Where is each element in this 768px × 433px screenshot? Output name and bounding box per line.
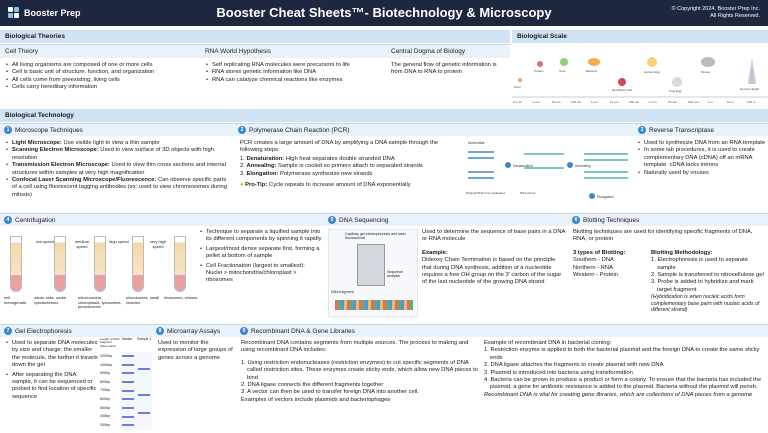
microscope-header [0,123,234,136]
sequencing-diagram [328,229,418,317]
gel-header-label: Sample 1 [137,337,152,341]
diagram-label: Elongation [597,195,614,199]
size-label: 1200bp [100,354,112,358]
recombinant-example [484,340,766,399]
list-item: • RNA stores genetic information like DNA [206,69,384,76]
section-number: 8 [156,327,164,335]
blotting-types [573,250,643,314]
sequencing-desc: Used to determine the sequence of base pairs in a DNA or RNA molecule [422,229,566,243]
step-number: 1. [240,155,245,162]
scale-tick: 100 mm [688,100,699,104]
gel-band [122,390,134,392]
list-item: 1. Restriction enzyme is applied to both the bacterial plasmid and the foreign DNA to create the same sticky ends [484,347,760,361]
page-title: Booster Cheat Sheets™- Biotechnology & Microscopy [216,5,552,20]
scale-tick: 100 nm [571,100,582,104]
scale-tick: 1 m [708,100,714,104]
gel-band [122,416,134,418]
frog-egg-icon [672,77,682,87]
gel-title: Gel Electrophoresis [15,327,72,335]
diagram-label: Sequence analysis [387,270,404,278]
blotting-intro: Blotting techniques are used for identifying specific fragments of DNA, RNA, or protein [573,229,753,243]
pellet-label: ribosomes, viruses [164,295,198,300]
rt-list [638,140,766,177]
gel-diagram [100,338,152,432]
recombinant-closing: Recombinant DNA is vital for creating gene libraries, which are collections of DNA pieces from a genome [484,391,753,398]
list-item [240,163,462,170]
microscope-list [6,140,232,199]
scale-label: Bacteria [586,69,598,73]
list-item: • Cell is basic unit of structure, function, and organization [6,69,198,76]
term: Confocal Laser Scanning Microscope/Fluorescence: [12,177,157,184]
rna-world-title: RNA World Hypothesis [200,44,386,58]
scale-ticks [513,100,756,104]
size-label: 400bp [100,414,110,419]
list-item: 3. A vector can then be used to transfer foreign DNA into another cell. [241,389,419,396]
rna-world-list [206,62,384,84]
blotting-steps [651,257,765,294]
scale-tick: 10 µm [610,100,619,104]
atom-icon [518,78,522,82]
step-number: 2. [240,163,245,170]
list-item: • Self replicating RNA molecules were precursors to life [206,62,384,69]
scale-tick: 1 nm [533,100,540,104]
list-item: 1. Using restriction endonucleases (restriction enzymes) to cut specific segments of DNA called restriction sites. These enzymes create sticky ends, which allow new DNA pieces to bind [241,359,478,381]
sequencing-example: Dideoxy Chain Termination is based on the principle that during DNA synthesis, addition of a nucleotide requires a free OH group on the 3' carbon of the sugar of the last nucleotide of the growing DNA strand [422,257,562,286]
pcr-title: Polymerase Chain Reaction (PCR) [249,126,350,134]
section-number: 1 [4,126,12,134]
gel-list [6,340,98,401]
list-item: 2. Sample is transferred to nitrocellulose gel [651,272,764,279]
gel-band [138,412,150,414]
example-intro: Example of recombinant DNA in bacterial cloning: [484,340,612,346]
list-item: 2. DNA ligase connects the different fragments together [241,382,384,389]
sequencing-text [422,229,566,287]
red-blood-cell-icon [618,78,626,86]
sequencer-icon [357,244,385,286]
term: Light Microscope: [12,140,62,146]
gel-band [138,394,150,396]
size-label: 800bp [100,379,110,384]
section-number: 6 [572,216,580,224]
rt-title: Reverse Transcriptase [649,126,715,134]
list-item: • Naturally used by viruses [638,170,766,177]
list-item: • In some lab procedures, it is used to create complementary DNA (cDNA) off an mRNA template. cDNA lacks introns [638,147,766,169]
bacteria-icon [588,58,600,66]
recombinant-header [236,324,768,337]
diagram-label: Annealing [575,164,591,168]
diagram-label: DNA fragment [331,290,354,294]
gel-band [138,368,150,370]
virus-icon [560,58,568,66]
scale-label: Virus [559,69,566,73]
scale-tick: 100 m [747,100,756,104]
blotting-method-title: Blotting Methodology: [651,249,713,256]
list-item: 2. DNA ligase attaches the fragments to create plasmid with new DNA [484,362,664,369]
pcr-steps [240,156,462,178]
list-item: • Technique to separate a liquified sample into its different components by spinning it rapidly [200,229,322,244]
scale-tick: 1 µm [591,100,598,104]
centrifugation-header [0,213,324,226]
cell-theory-list [6,62,198,92]
section-number: 4 [4,216,12,224]
definition: Use visible light to view a thin sample [61,140,160,146]
step-1-icon [505,162,511,168]
term: Scanning Electron Microscope: [12,147,99,154]
recombinant-title: Recombinant DNA & Gene Libraries [251,327,356,335]
blotting-method [651,250,765,314]
tube-label: very high speed [149,239,167,249]
logo-text: Booster Prep [24,8,81,18]
scale-tick: 0.1 nm [513,100,523,104]
microarray-text: Used to monitor the expression of large groups of genes across a genome [158,340,233,361]
scale-label: Human Egg [644,70,660,74]
centrifugation-list [200,229,322,285]
definition: High heat separates double stranded DNA [284,155,395,162]
test-tube [132,236,144,292]
step-2-icon [567,162,573,168]
copyright-line-1: © Copyright 2024, Booster Prep Inc. [671,6,760,12]
gel-band [122,424,134,426]
scale-label: Protein [534,69,544,73]
rt-header [634,123,768,136]
scale-label: Red Blood Cell [612,88,633,92]
size-label: 1000bp [100,362,112,367]
size-label: 600bp [100,396,110,401]
blotting-title: Blotting Techniques [583,216,640,224]
step-number: 3. [240,170,245,177]
microarray-header [152,324,236,337]
gel-size-labels [100,352,120,429]
gel-band [122,407,134,409]
diagram-label: Original DNA to be replicated [466,191,505,195]
section-number: 3 [638,126,646,134]
list-item: 3. Plasmid is introduced into bacteria using transformation [484,369,633,376]
blotting-text [573,229,765,314]
recombinant-intro: Recombinant DNA contains segments from multiple sources. The process to making and using recombinant DNA includes: [241,340,469,354]
gel-band [122,364,134,366]
section-number: 5 [328,216,336,224]
list-item: Northern - RNA [573,264,613,271]
definition: Polymerase synthesize new strands [278,170,373,177]
header-bar [0,0,768,26]
pcr-intro: PCR creates a large amount of DNA by amplifying a DNA sample through the following steps: [240,140,439,154]
blotting-header [568,213,768,226]
size-label: 500bp [100,405,110,410]
list-item: • Cells carry hereditary information [6,84,198,91]
test-tube [94,236,106,292]
pellet-label: cell homogenate [4,295,27,305]
scale-tick: 1 mm [649,100,657,104]
scale-label: Mouse [701,70,711,74]
gel-band [122,372,134,374]
tube-label: high speed [109,239,129,244]
central-dogma-title: Central Dogma of Biology [386,44,510,58]
sequence-readout-icon [335,300,413,310]
gel-header [0,324,152,337]
list-item: • All living organisms are composed of one or more cells [6,62,198,69]
sequencing-example-label: Example: [422,249,448,256]
list-item: • Cell Fractionation (largest to smallest): Nuclei > mitochondria/chloroplast > ribosomes [200,263,322,285]
list-item: 1. Electrophoresis is used to separate sample [651,257,748,271]
theories-section-title: Biological Theories [0,30,510,43]
definition: Used to view surface of 3D objects with high resolution [12,147,215,161]
sequencing-title: DNA Sequencing [339,216,389,224]
scale-diagram [512,44,768,106]
list-item: • Largest/most dense separate first, forming a pellet at bottom of sample [200,246,322,261]
list-item: Southern - DNA [573,257,614,264]
test-tube [10,236,22,292]
gel-header-label: Length of DNA fragment (base pairs) [100,337,120,348]
cell-theory-title: Cell Theory [0,44,200,58]
tube-label: low speed [35,239,54,244]
size-label: 300bp [100,422,110,427]
diagram-label: Denaturation [513,164,534,168]
scale-labels [514,69,759,93]
protip-label: Pro-Tip: [245,182,268,189]
list-item: • All cells come from preexisting, living cells [6,77,198,84]
definition: Used to view thin cross sections and internal structures within samples at very high magnification [12,162,226,176]
term: Annealing: [246,163,277,170]
list-item: • RNA can catalyze chemical reactions like enzymes [206,77,384,84]
definition: Can observe specific parts of a cell using fluorescent tagging antibodies (ex: used to view chromosomes during mitosis) [12,177,227,198]
term: Denaturation: [246,155,285,162]
list-item: 3. Probe is added to hybridize and mark target fragment [651,279,754,293]
sequencing-header [324,213,568,226]
definition: Sample is cooled so primers attach to separated strands [276,163,423,170]
section-number: 9 [240,327,248,335]
tech-section-title: Biological Technology [0,109,768,122]
scale-tick: 10 mm [668,100,678,104]
list-item [6,147,232,162]
central-dogma-text: The general flow of genetic information is from DNA to RNA to protein [391,62,497,76]
scale-section-title: Biological Scale [512,30,768,43]
pcr-header [234,123,634,136]
recombinant-steps [241,360,479,397]
list-item [240,171,462,178]
size-label: 900bp [100,371,110,376]
list-item [240,156,462,163]
centrifugation-title: Centrifugation [15,216,56,224]
copyright [672,6,760,19]
list-item: 4. Bacteria can be grown to produce a product or form a colony. To ensure that the bacteria has included the plasmid, a gene for antibiotic resistance is added to the plasmid. Bacteria without the plasmid will perish. [484,377,762,391]
list-item: • After separating the DNA sample, it can be sequenced or probed to find location of specific sequence [6,372,98,402]
example-steps [484,347,766,391]
recombinant-vectors: Examples of vectors include plasmids and bacteriophages [241,396,391,403]
human-egg-icon [647,57,657,67]
scale-label: Human Height [740,87,760,91]
test-tube [174,236,186,292]
list-item: • Used to separate DNA molecules by size and charge: the smaller the molecule, the farther it travels down the gel [6,340,98,370]
section-number: 7 [4,327,12,335]
pcr-protip [240,182,462,189]
scale-icons [518,57,756,87]
scale-tick: 10 nm [552,100,561,104]
pcr-diagram [464,138,632,208]
microscope-title: Microscope Techniques [15,126,83,134]
list-item [6,177,232,199]
term: Elongation: [246,170,279,177]
centrifuge-diagram [4,228,200,320]
protein-icon [537,61,543,67]
copyright-line-2: All Rights Reserved. [710,12,760,19]
section-number: 2 [238,126,246,134]
test-tube [54,236,66,292]
pcr-text [240,140,462,189]
pellet-label: microsomes, small vesicles [126,295,160,305]
scale-tick: 10 m [727,100,734,104]
gel-band [122,355,134,357]
step-3-icon [589,193,595,199]
diagram-label: Nucleotide [468,141,485,145]
list-item: Western - Protein [573,272,618,279]
size-label: 700bp [100,388,110,393]
pellet-label: whole cells, nuclei, cytoskeletons [34,295,68,305]
term: Transmission Electron Microscope: [12,162,110,169]
scale-label: Atom [514,85,522,89]
sample-lane [136,352,152,430]
scale-label: Frog Egg [669,89,682,93]
tube-label: medium speed [74,239,90,249]
protip-text: Cycle repeats to increase amount of DNA exponentially [267,182,411,189]
diagram-label: DNA primer [520,191,536,195]
mouse-icon [701,57,715,67]
list-item [6,140,232,147]
recombinant-text [241,340,479,404]
list-item [6,162,232,177]
blotting-note: (Hybridization is when nucleic acids form complementary base pairs with nucleic acids of different strand) [651,294,760,314]
list-item: • Used to synthesize DNA from an RNA template [638,140,766,147]
gel-header-label: Marker [122,337,133,341]
gel-band [122,398,134,400]
lightbulb-icon: ● [240,182,244,189]
human-height-icon [748,58,756,84]
blotting-types-title: 3 types of Blotting: [573,249,626,256]
dna-strands [468,152,494,178]
scale-tick: 100 µm [629,100,640,104]
microarray-title: Microarray Assays [167,327,221,335]
pellet-label: mitochondria, chloroplasts, lysosomes, peroxisomes [78,295,122,310]
gel-band [122,381,134,383]
diagram-label: Capillary gel electrophoresis and laser fluorescence [345,232,406,240]
